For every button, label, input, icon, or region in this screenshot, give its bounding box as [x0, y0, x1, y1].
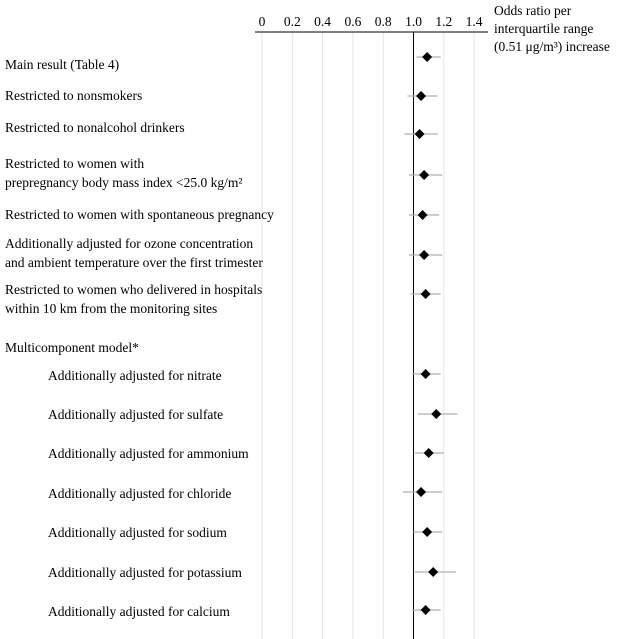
row-label-line: Additionally adjusted for potassium	[48, 565, 242, 580]
row-label-line: Additionally adjusted for sodium	[48, 525, 227, 540]
row-label	[48, 444, 249, 463]
row-label	[5, 118, 185, 137]
row-label	[5, 280, 262, 318]
x-axis-ticks	[259, 14, 483, 29]
x-axis-title	[494, 2, 610, 56]
point-estimates	[415, 52, 442, 615]
row-label	[48, 484, 231, 503]
x-tick-label: 0.2	[283, 14, 301, 29]
point-estimate	[431, 409, 441, 419]
row-label	[48, 405, 223, 424]
x-axis	[255, 32, 488, 639]
point-estimate	[428, 567, 438, 577]
x-tick-label: 0.6	[344, 14, 362, 29]
row-label	[5, 154, 242, 192]
x-axis-title-line-1: Odds ratio per	[494, 3, 572, 18]
point-estimate	[418, 210, 428, 220]
row-label-line: Additionally adjusted for chloride	[48, 486, 232, 501]
row-label-line: prepregnancy body mass index <25.0 kg/m²	[5, 175, 243, 190]
row-label-line: Additionally adjusted for nitrate	[48, 368, 222, 383]
row-label	[48, 602, 230, 621]
x-tick-label: 0	[258, 14, 266, 29]
row-label	[48, 563, 242, 582]
row-label	[48, 366, 222, 385]
point-estimate	[421, 289, 431, 299]
x-tick-label: 0.4	[314, 14, 332, 29]
x-tick-label: 1.4	[465, 14, 483, 29]
row-label-line: Restricted to nonsmokers	[5, 88, 143, 103]
x-tick-label: 1.0	[405, 14, 422, 29]
row-label-line: Restricted to nonalcohol drinkers	[5, 120, 185, 135]
x-tick-label: 0.8	[374, 14, 392, 29]
grid-lines	[262, 32, 474, 639]
point-estimate	[415, 129, 425, 139]
row-label	[5, 86, 142, 105]
x-axis-title-line-3: (0.51 μg/m³) increase	[494, 39, 610, 54]
row-label-line: Additionally adjusted for ozone concentration	[5, 236, 254, 251]
row-label-line: and ambient temperature over the first trimester	[5, 255, 263, 270]
point-estimate	[419, 250, 429, 260]
point-estimate	[421, 605, 431, 615]
row-label	[5, 234, 263, 272]
point-estimate	[422, 527, 432, 537]
point-estimate	[416, 487, 426, 497]
x-tick-label: 1.2	[435, 14, 453, 29]
point-estimate	[424, 448, 434, 458]
row-label-line: Main result (Table 4)	[5, 57, 120, 72]
row-label-line: Additionally adjusted for sulfate	[48, 407, 224, 422]
row-label-line: Restricted to women with spontaneous pregnancy	[5, 207, 274, 222]
row-label	[5, 205, 274, 224]
point-estimate	[422, 52, 432, 62]
row-label-line: Additionally adjusted for calcium	[48, 604, 230, 619]
row-label	[5, 55, 119, 74]
point-estimate	[421, 369, 431, 379]
x-axis-title-line-2: interquartile range	[494, 21, 594, 36]
point-estimate	[419, 170, 429, 180]
confidence-intervals	[403, 57, 458, 610]
point-estimate	[416, 91, 426, 101]
row-label-line: Restricted to women who delivered in hospitals	[5, 282, 263, 297]
row-label-line: Additionally adjusted for ammonium	[48, 446, 249, 461]
row-label	[5, 338, 139, 357]
row-label-line: within 10 km from the monitoring sites	[5, 301, 218, 316]
row-label-line: Restricted to women with	[5, 156, 145, 171]
row-label-line: Multicomponent model*	[5, 340, 139, 355]
row-label	[48, 523, 227, 542]
